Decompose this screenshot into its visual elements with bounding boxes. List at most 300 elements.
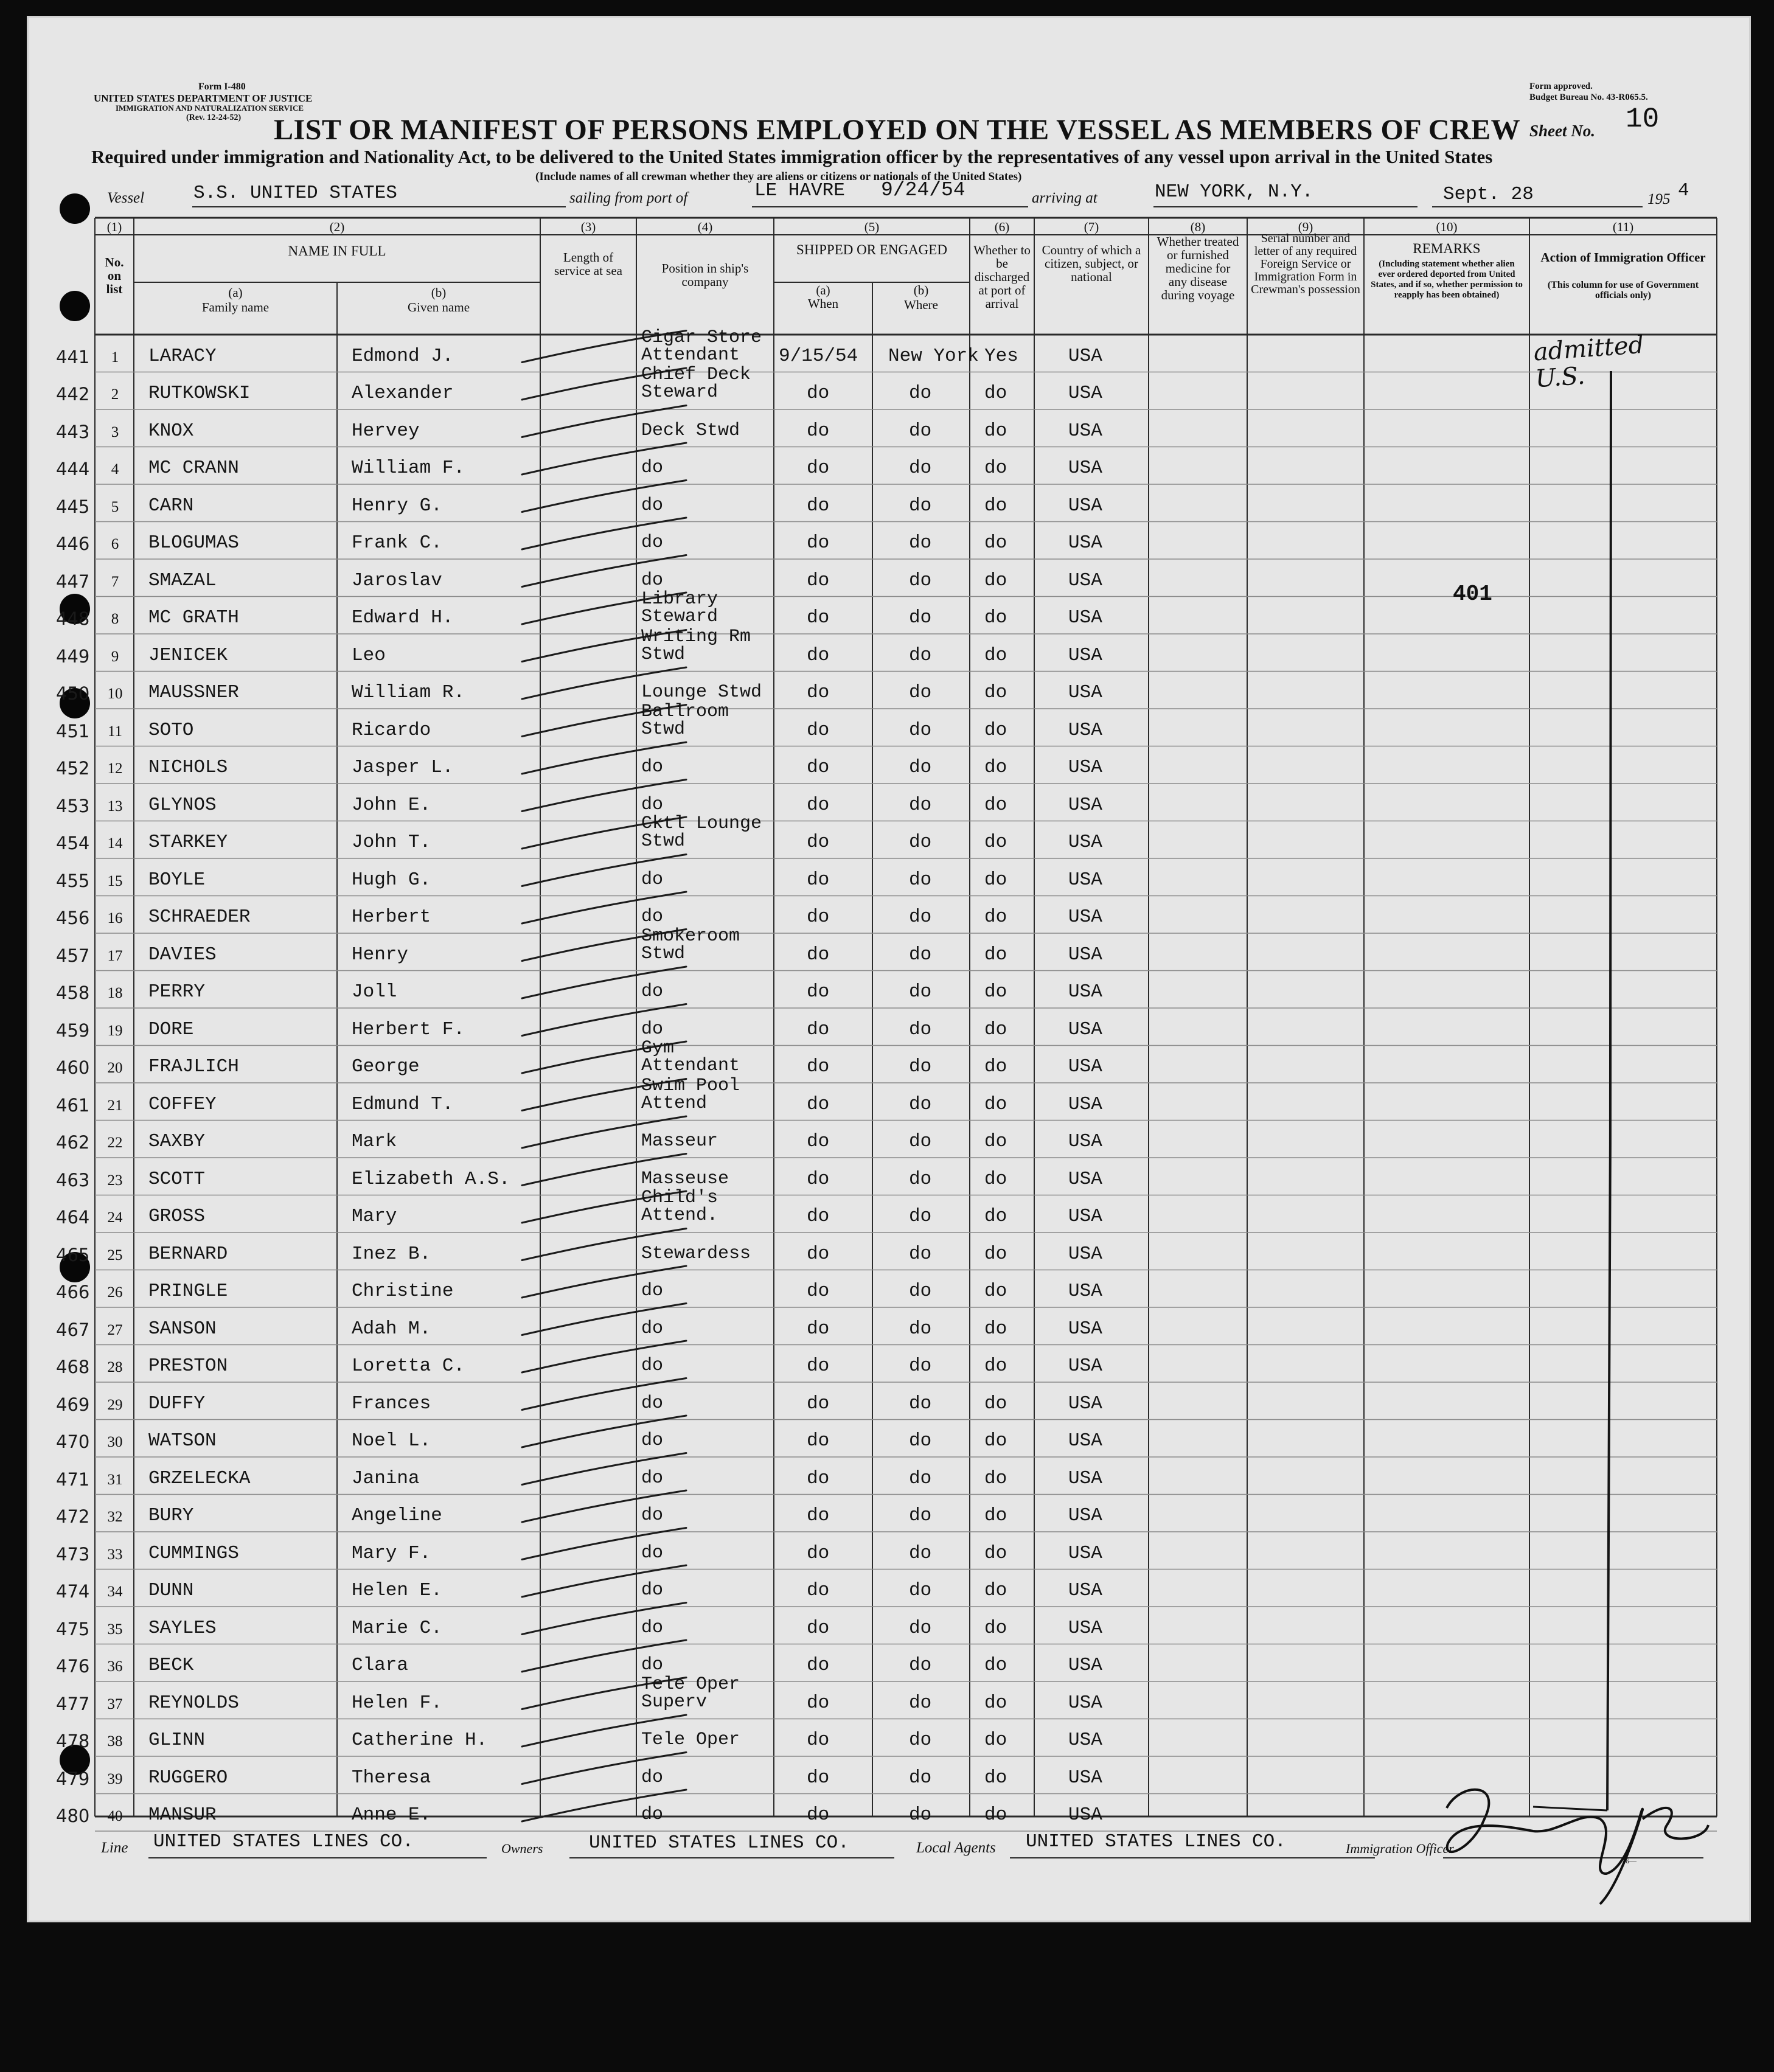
col-9-header: Serial number and letter of any required Foreign Service or Immigration Form in Crewman's possession <box>1251 232 1360 296</box>
crew-where: do <box>909 495 932 516</box>
crew-hno: 473 <box>56 1543 90 1565</box>
crew-position: do <box>641 1355 664 1376</box>
form-number: Form I-480 <box>198 82 246 92</box>
crew-disch: do <box>984 944 1007 965</box>
crew-hno: 458 <box>56 982 90 1003</box>
crew-disch: do <box>984 1505 1007 1526</box>
crew-position: Tele Oper <box>641 1730 740 1750</box>
crew-given: Mark <box>352 1131 397 1152</box>
crew-country: USA <box>1068 532 1102 554</box>
crew-position: do <box>641 1392 664 1414</box>
crew-family: DUNN <box>148 1580 194 1601</box>
crew-position: do <box>641 569 664 591</box>
crew-family: WATSON <box>148 1430 217 1451</box>
crew-when: do <box>807 832 830 853</box>
year-prefix: 195 <box>1647 191 1671 207</box>
crew-where: do <box>909 1505 932 1526</box>
crew-disch: do <box>984 1692 1007 1714</box>
vessel-label: Vessel <box>107 190 145 206</box>
crew-no: 4 <box>111 461 119 478</box>
crew-family: SCOTT <box>148 1168 206 1190</box>
owners-label: Owners <box>501 1841 543 1856</box>
crew-no: 10 <box>107 686 123 702</box>
crew-hno: 464 <box>56 1207 90 1228</box>
crew-position: Stwd <box>641 718 686 740</box>
crew-country: USA <box>1068 1318 1102 1340</box>
crew-no: 15 <box>107 872 123 889</box>
crew-hno: 441 <box>56 346 90 367</box>
crew-country: USA <box>1068 1168 1102 1190</box>
crew-country: USA <box>1068 1804 1102 1826</box>
crew-no: 36 <box>107 1658 123 1675</box>
budget-bureau: Budget Bureau No. 43-R065.5. <box>1529 92 1648 102</box>
crew-no: 27 <box>107 1321 123 1338</box>
col-3-header: Length of service at sea <box>554 250 622 278</box>
crew-hno: 454 <box>56 833 90 853</box>
crew-disch: do <box>984 1467 1007 1489</box>
crew-when: do <box>807 383 830 404</box>
crew-family: GLINN <box>148 1730 206 1751</box>
crew-where: do <box>909 569 932 591</box>
crew-no: 31 <box>107 1471 123 1488</box>
crew-country: USA <box>1068 1467 1102 1489</box>
crew-given: Catherine H. <box>352 1730 488 1751</box>
crew-family: DUFFY <box>148 1392 206 1414</box>
crew-family: BECK <box>148 1655 194 1676</box>
crew-where: do <box>909 1467 932 1489</box>
crew-when: do <box>807 1730 830 1751</box>
crew-given: Helen E. <box>352 1580 442 1601</box>
crew-hno: 444 <box>56 459 90 479</box>
crew-country: USA <box>1068 495 1102 516</box>
crew-given: Jaroslav <box>352 569 442 591</box>
crew-disch: do <box>984 1430 1007 1451</box>
crew-disch: do <box>984 981 1007 1003</box>
col-1-num: (1) <box>106 220 122 234</box>
crew-when: do <box>807 1093 830 1115</box>
crew-no: 33 <box>107 1546 123 1563</box>
crew-no: 5 <box>111 498 119 515</box>
crew-country: USA <box>1068 1131 1102 1152</box>
crew-no: 39 <box>107 1770 123 1787</box>
crew-where: do <box>909 1542 932 1564</box>
crew-country: USA <box>1068 794 1102 816</box>
crew-disch: do <box>984 420 1007 442</box>
crew-where: do <box>909 981 932 1003</box>
crew-disch: do <box>984 1018 1007 1040</box>
officer-bracket-line <box>1607 371 1612 1810</box>
crew-no: 6 <box>111 536 119 552</box>
crew-position: do <box>641 794 664 815</box>
crew-given: Mary F. <box>352 1542 431 1564</box>
crew-where: do <box>909 457 932 479</box>
col-2-header: NAME IN FULL <box>288 243 386 259</box>
crew-disch: do <box>984 532 1007 554</box>
crew-position: do <box>641 1430 664 1451</box>
crew-given: Edward H. <box>352 607 454 628</box>
crew-family: SAXBY <box>148 1131 206 1152</box>
crew-country: USA <box>1068 1392 1102 1414</box>
crew-country: USA <box>1068 1243 1102 1265</box>
crew-where: do <box>909 682 932 703</box>
crew-position: Chief Deck <box>641 364 751 385</box>
crew-when: do <box>807 1243 830 1265</box>
crew-position: do <box>641 1281 664 1301</box>
col-11-header: Action of Immigration Officer <box>1540 250 1706 265</box>
crew-where: do <box>909 1804 932 1826</box>
crew-no: 1 <box>111 349 119 366</box>
crew-position: Attendant <box>641 344 740 366</box>
crew-position: Attendant <box>641 1055 740 1076</box>
crew-country: USA <box>1068 682 1102 703</box>
crew-country: USA <box>1068 1692 1102 1714</box>
crew-position: Tele Oper <box>641 1674 740 1695</box>
crew-where: do <box>909 607 932 628</box>
crew-position: do <box>641 1580 664 1601</box>
crew-country: USA <box>1068 1355 1102 1377</box>
crew-family: BURY <box>148 1505 194 1526</box>
crew-disch: do <box>984 1131 1007 1152</box>
crew-disch: do <box>984 719 1007 741</box>
arrival-port: NEW YORK, N.Y. <box>1155 181 1313 203</box>
col-5a-header: When <box>807 296 839 311</box>
crew-no: 16 <box>107 910 123 926</box>
crew-disch: do <box>984 757 1007 778</box>
service: IMMIGRATION AND NATURALIZATION SERVICE <box>116 103 304 113</box>
crew-position: Masseuse <box>641 1168 729 1189</box>
crew-given: Inez B. <box>352 1243 431 1265</box>
crew-country: USA <box>1068 1056 1102 1077</box>
crew-where: do <box>909 944 932 965</box>
crew-where: do <box>909 1243 932 1265</box>
crew-family: STARKEY <box>148 832 228 853</box>
crew-where: do <box>909 719 932 741</box>
crew-disch: do <box>984 1580 1007 1601</box>
crew-hno: 461 <box>56 1094 90 1116</box>
crew-family: KNOX <box>148 420 194 442</box>
crew-hno: 472 <box>56 1506 90 1527</box>
crew-family: SCHRAEDER <box>148 906 251 928</box>
crew-family: RUGGERO <box>148 1767 228 1789</box>
crew-where: do <box>909 1767 932 1789</box>
crew-no: 34 <box>107 1584 123 1600</box>
crew-country: USA <box>1068 719 1102 741</box>
crew-when: do <box>807 1767 830 1789</box>
crew-when: do <box>807 1505 830 1526</box>
crew-country: USA <box>1068 757 1102 778</box>
crew-position: do <box>641 1804 664 1825</box>
crew-family: CUMMINGS <box>148 1542 239 1564</box>
officer-action: admitted U.S. <box>1532 330 1645 394</box>
crew-country: USA <box>1068 1430 1102 1451</box>
crew-disch: do <box>984 1655 1007 1676</box>
crew-where: do <box>909 1131 932 1152</box>
crew-disch: do <box>984 1767 1007 1789</box>
crew-when: do <box>807 495 830 516</box>
crew-family: GRZELECKA <box>148 1467 251 1489</box>
crew-hno: 446 <box>56 534 90 554</box>
crew-family: COFFEY <box>148 1093 217 1115</box>
crew-no: 14 <box>107 835 123 852</box>
crew-position: Gym <box>641 1038 675 1059</box>
crew-where: do <box>909 1730 932 1751</box>
crew-position: Steward <box>641 382 718 403</box>
crew-when: do <box>807 1318 830 1340</box>
crew-family: MANSUR <box>148 1804 217 1826</box>
crew-country: USA <box>1068 1542 1102 1564</box>
crew-disch: Yes <box>984 345 1018 367</box>
crew-hno: 467 <box>56 1319 90 1340</box>
crew-no: 23 <box>107 1172 123 1189</box>
crew-given: Anne E. <box>352 1804 431 1826</box>
crew-no: 20 <box>107 1060 123 1076</box>
crew-no: 32 <box>107 1509 123 1525</box>
crew-disch: do <box>984 1056 1007 1077</box>
col-11-note: (This column for use of Government officials only) <box>1547 280 1699 301</box>
crew-where: do <box>909 532 932 554</box>
crew-hno: 475 <box>56 1618 90 1639</box>
crew-family: REYNOLDS <box>148 1692 239 1714</box>
crew-position: do <box>641 1018 664 1040</box>
crew-where: do <box>909 832 932 853</box>
crew-family: BOYLE <box>148 869 206 891</box>
crew-position: Masseur <box>641 1131 718 1152</box>
col-2a-num: (a) <box>228 285 243 300</box>
line-name: UNITED STATES LINES CO. <box>153 1831 414 1852</box>
crew-given: George <box>352 1056 420 1077</box>
crew-hno: 450 <box>56 683 90 704</box>
crew-country: USA <box>1068 1018 1102 1040</box>
crew-disch: do <box>984 457 1007 479</box>
crew-country: USA <box>1068 1767 1102 1789</box>
crew-when: do <box>807 869 830 891</box>
crew-when: do <box>807 457 830 479</box>
crew-position: Swim Pool <box>641 1075 740 1096</box>
crew-no: 22 <box>107 1135 123 1151</box>
crew-no: 40 <box>107 1808 123 1824</box>
crew-when: do <box>807 1430 830 1451</box>
crew-position: do <box>641 532 664 553</box>
sailing-date: 9/24/54 <box>881 179 965 201</box>
crew-country: USA <box>1068 569 1102 591</box>
crew-hno: 448 <box>56 608 90 629</box>
crew-when: do <box>807 607 830 628</box>
crew-when: do <box>807 1580 830 1601</box>
crew-hno: 449 <box>56 645 90 667</box>
crew-family: DORE <box>148 1018 194 1040</box>
crew-where: New York <box>888 345 979 367</box>
crew-position: do <box>641 1767 664 1788</box>
crew-where: do <box>909 794 932 816</box>
crew-disch: do <box>984 383 1007 404</box>
crew-country: USA <box>1068 1505 1102 1526</box>
crew-country: USA <box>1068 1206 1102 1227</box>
crew-disch: do <box>984 644 1007 666</box>
crew-where: do <box>909 1580 932 1601</box>
crew-where: do <box>909 1281 932 1302</box>
subtitle: Required under immigration and Nationality Act, to be delivered to the United States immigration officer by the representatives of any vessel upon arrival in the United States <box>91 146 1493 167</box>
crew-given: Joll <box>352 981 397 1003</box>
crew-country: USA <box>1068 1655 1102 1676</box>
col-5a-num: (a) <box>816 283 830 297</box>
crew-country: USA <box>1068 383 1102 404</box>
crew-country: USA <box>1068 1580 1102 1601</box>
crew-where: do <box>909 1430 932 1451</box>
col-5b-header: Where <box>904 297 938 312</box>
crew-position: Steward <box>641 607 718 627</box>
col-8-num: (8) <box>1190 220 1206 234</box>
crew-disch: do <box>984 1168 1007 1190</box>
crew-hno: 445 <box>56 496 90 517</box>
crew-disch: do <box>984 495 1007 516</box>
crew-disch: do <box>984 569 1007 591</box>
col-8-header: Whether treated or furnished medicine for any disease during voyage <box>1157 234 1239 302</box>
crew-disch: do <box>984 869 1007 891</box>
crew-where: do <box>909 1392 932 1414</box>
crew-hno: 471 <box>56 1469 90 1490</box>
vessel-name: S.S. UNITED STATES <box>193 183 397 204</box>
crew-when: do <box>807 569 830 591</box>
crew-disch: do <box>984 906 1007 928</box>
crew-disch: do <box>984 1542 1007 1564</box>
subnote: (Include names of all crewman whether they are aliens or citizens or nationals of the United States) <box>535 170 1022 183</box>
crew-disch: do <box>984 1617 1007 1639</box>
crew-given: Elizabeth A.S. <box>352 1168 510 1190</box>
crew-where: do <box>909 1655 932 1676</box>
col-4-num: (4) <box>697 220 713 234</box>
year-suffix: 4 <box>1678 180 1689 201</box>
crew-no: 21 <box>107 1097 123 1114</box>
crew-country: USA <box>1068 607 1102 628</box>
crew-family: NICHOLS <box>148 757 228 778</box>
crew-position: Ballroom <box>641 701 729 722</box>
crew-given: William F. <box>352 457 465 479</box>
crew-country: USA <box>1068 644 1102 666</box>
form-approved: Form approved. <box>1529 82 1593 91</box>
crew-hno: 476 <box>56 1656 90 1677</box>
crew-no: 25 <box>107 1246 123 1264</box>
crew-when: do <box>807 1692 830 1714</box>
crew-hno: 455 <box>56 870 90 891</box>
crew-family: SANSON <box>148 1318 217 1340</box>
crew-position: do <box>641 869 664 890</box>
crew-where: do <box>909 1093 932 1115</box>
crew-no: 17 <box>107 947 123 964</box>
remark-note: 401 <box>1453 582 1492 607</box>
crew-no: 24 <box>107 1209 123 1226</box>
agents-name: UNITED STATES LINES CO. <box>1026 1831 1286 1852</box>
crew-given: Christine <box>352 1281 454 1302</box>
arrival-date: Sept. 28 <box>1443 184 1534 205</box>
col-2a-header: Family name <box>201 300 270 315</box>
crew-family: PRESTON <box>148 1355 228 1377</box>
crew-disch: do <box>984 832 1007 853</box>
crew-given: Edmund T. <box>352 1093 454 1115</box>
crew-family: RUTKOWSKI <box>148 383 251 404</box>
crew-no: 19 <box>107 1022 123 1039</box>
crew-family: LARACY <box>148 345 217 367</box>
crew-no: 13 <box>107 798 123 815</box>
crew-given: Frank C. <box>352 532 442 554</box>
crew-disch: do <box>984 1392 1007 1414</box>
crew-hno: 469 <box>56 1394 90 1415</box>
crew-position: do <box>641 457 664 478</box>
crew-given: Herbert F. <box>352 1018 465 1040</box>
crew-when: do <box>807 1018 830 1040</box>
crew-no: 3 <box>111 423 119 440</box>
crew-when: do <box>807 944 830 965</box>
crew-where: do <box>909 1168 932 1190</box>
crew-family: GLYNOS <box>148 794 217 816</box>
col-2-num: (2) <box>329 220 345 234</box>
crew-given: John T. <box>352 832 431 853</box>
col-7-num: (7) <box>1084 220 1099 234</box>
agents-label: Local Agents <box>916 1840 996 1856</box>
crew-when: do <box>807 1056 830 1077</box>
crew-hno: 460 <box>56 1057 90 1078</box>
crew-when: do <box>807 757 830 778</box>
page-title: LIST OR MANIFEST OF PERSONS EMPLOYED ON THE VESSEL AS MEMBERS OF CREW <box>274 114 1521 146</box>
crew-where: do <box>909 1056 932 1077</box>
crew-where: do <box>909 757 932 778</box>
col-4-header: Position in ship's company <box>661 261 749 289</box>
crew-given: William R. <box>352 682 465 703</box>
crew-where: do <box>909 1692 932 1714</box>
col-6-header: Whether to be discharged at port of arrival <box>973 243 1031 311</box>
crew-hno: 447 <box>56 571 90 592</box>
crew-when: do <box>807 1655 830 1676</box>
crew-position: do <box>641 1467 664 1489</box>
crew-position: do <box>641 757 664 777</box>
crew-no: 38 <box>107 1733 123 1750</box>
crew-hno: 480 <box>56 1806 90 1826</box>
crew-country: USA <box>1068 981 1102 1003</box>
crew-given: Helen F. <box>352 1692 442 1714</box>
crew-given: Angeline <box>352 1505 442 1526</box>
crew-hno: 451 <box>56 720 90 742</box>
crew-disch: do <box>984 1804 1007 1826</box>
crew-given: Mary <box>352 1206 397 1227</box>
crew-hno: 452 <box>56 758 90 779</box>
crew-position: Library <box>641 589 718 610</box>
crew-given: Loretta C. <box>352 1355 465 1377</box>
crew-no: 35 <box>107 1621 123 1638</box>
col-3-num: (3) <box>580 220 596 234</box>
crew-when: do <box>807 1392 830 1414</box>
crew-hno: 459 <box>56 1020 90 1041</box>
col-6-num: (6) <box>994 220 1010 234</box>
crew-where: do <box>909 1018 932 1040</box>
crew-given: Hervey <box>352 420 420 442</box>
crew-given: Hugh G. <box>352 869 431 891</box>
crew-hno: 456 <box>56 908 90 928</box>
crew-hno: 442 <box>56 384 90 405</box>
sheet-label: Sheet No. <box>1529 122 1595 140</box>
crew-position: Cktl Lounge <box>641 813 762 834</box>
crew-no: 7 <box>111 573 119 590</box>
crew-where: do <box>909 644 932 666</box>
crew-disch: do <box>984 794 1007 816</box>
crew-country: USA <box>1068 832 1102 853</box>
crew-when: do <box>807 1206 830 1227</box>
crew-given: John E. <box>352 794 431 816</box>
crew-when: do <box>807 1804 830 1826</box>
crew-no: 8 <box>111 611 119 627</box>
crew-where: do <box>909 1318 932 1340</box>
crew-position: do <box>641 495 664 516</box>
line-label: Line <box>101 1840 128 1856</box>
crew-when: do <box>807 1542 830 1564</box>
